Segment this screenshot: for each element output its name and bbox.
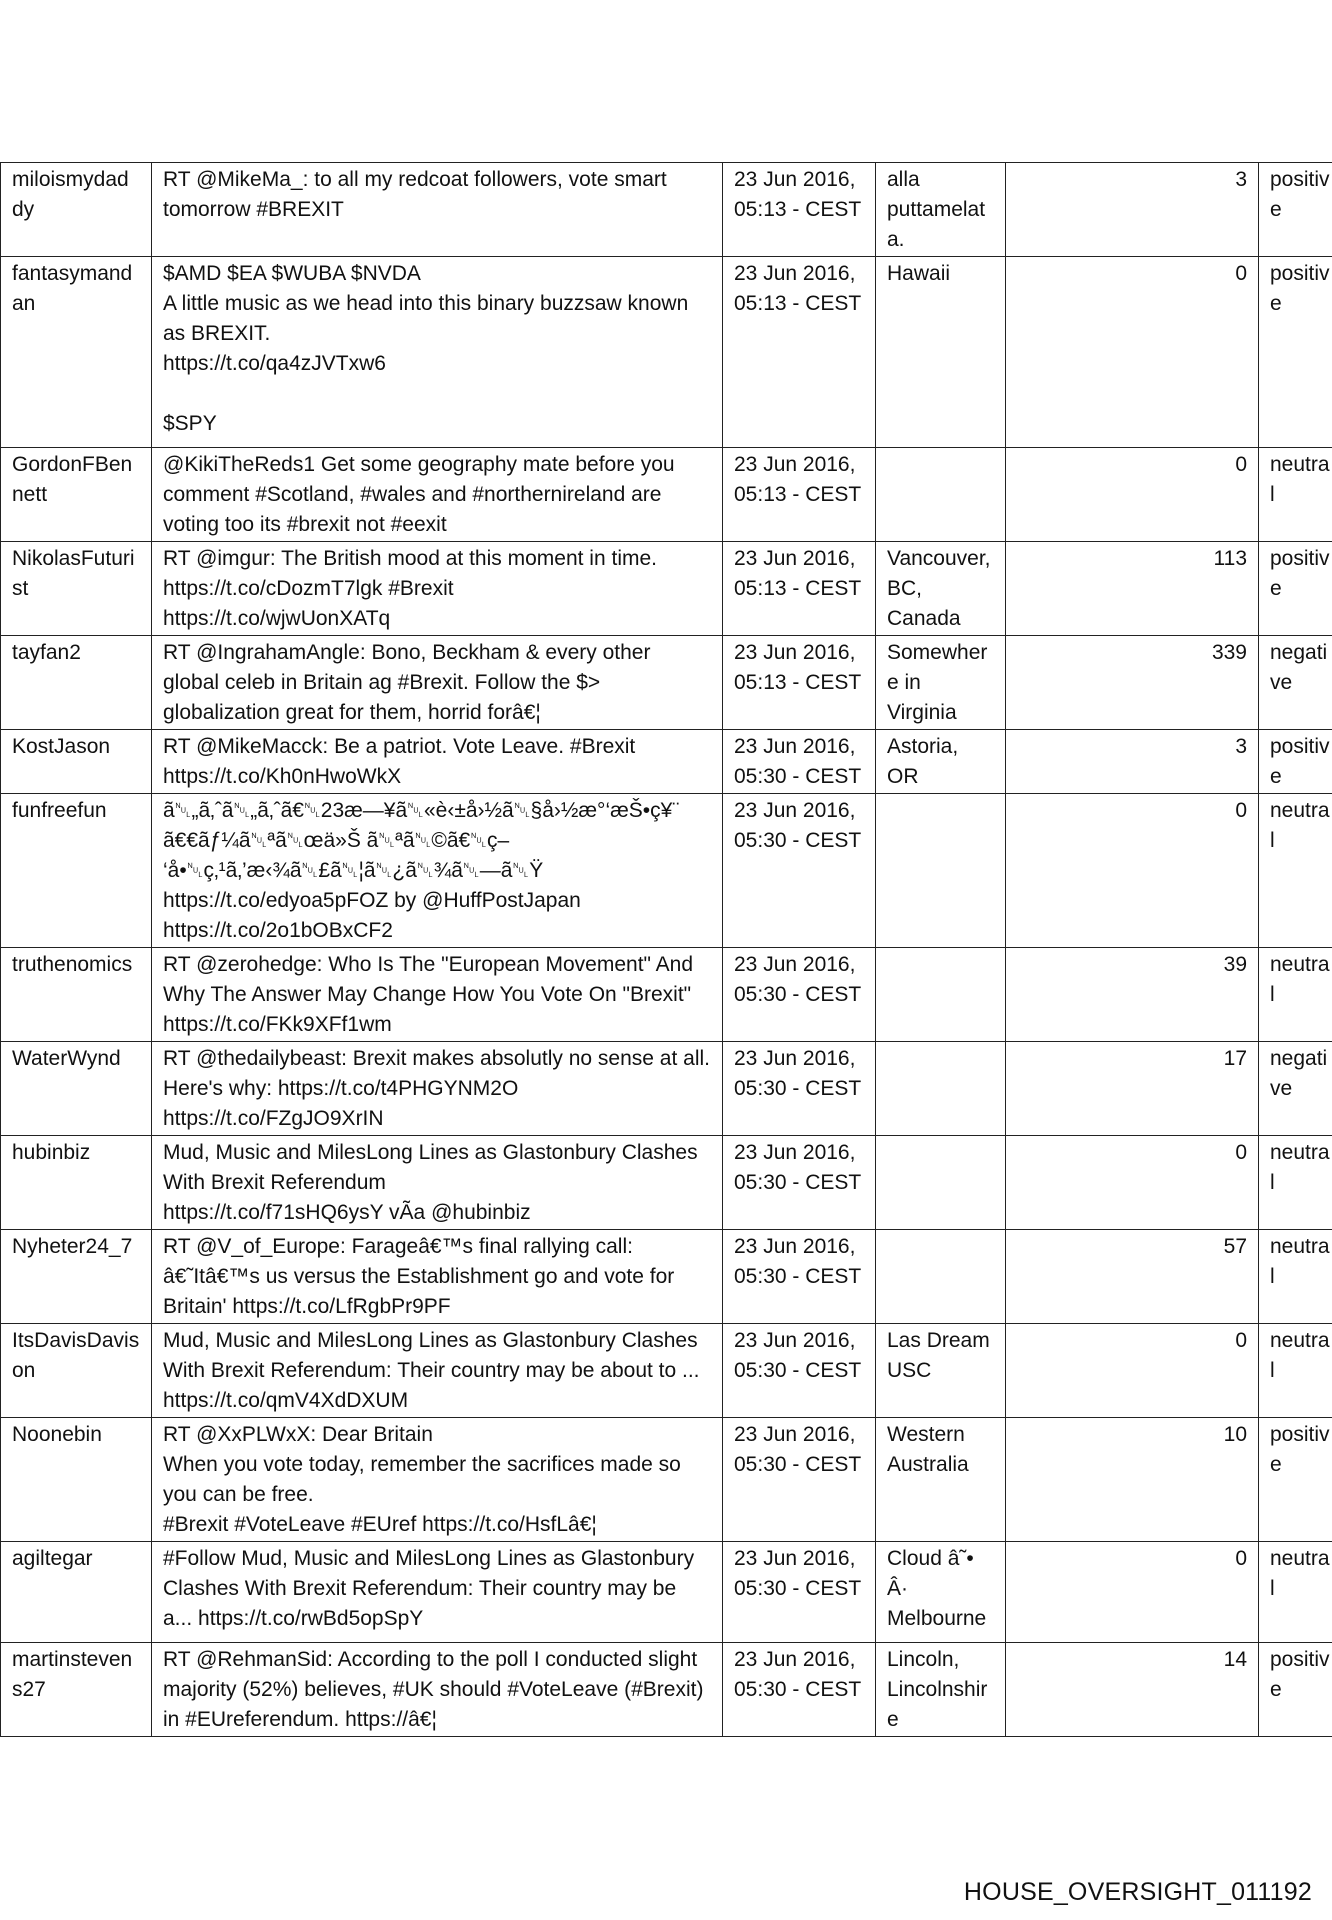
cell-location	[876, 1230, 1006, 1324]
cell-location	[876, 1136, 1006, 1230]
cell-count: 113	[1006, 542, 1259, 636]
cell-date: 23 Jun 2016, 05:30 - CEST	[723, 1643, 876, 1737]
table-row	[1, 257, 1332, 448]
cell-date: 23 Jun 2016, 05:13 - CEST	[723, 257, 876, 448]
tweets-table	[0, 162, 1332, 1737]
cell-tweet-text: RT @imgur: The British mood at this moment in time. https://t.co/cDozmT7lgk #Brexit https://t.co/wjwUonXATq	[152, 542, 723, 636]
cell-tweet-text: RT @thedailybeast: Brexit makes absolutly no sense at all. Here's why: https://t.co/t4PHGYNM2O https://t.co/FZgJO9XrIN	[152, 1042, 723, 1136]
cell-sentiment: neutral	[1259, 1542, 1332, 1643]
cell-sentiment: negative	[1259, 1042, 1332, 1136]
table-row	[1, 1136, 1332, 1230]
cell-sentiment: neutral	[1259, 948, 1332, 1042]
cell-date: 23 Jun 2016, 05:13 - CEST	[723, 636, 876, 730]
table-row	[1, 163, 1332, 257]
table-row	[1, 448, 1332, 542]
table-row	[1, 730, 1332, 794]
cell-count: 0	[1006, 257, 1259, 448]
cell-location: Somewhere in Virginia	[876, 636, 1006, 730]
cell-date: 23 Jun 2016, 05:13 - CEST	[723, 542, 876, 636]
cell-tweet-text: RT @V_of_Europe: Farageâ€™s final rallying call: â€˜Itâ€™s us versus the Establishment go and vote for Britain' https://t.co/LfRgbPr9PF	[152, 1230, 723, 1324]
cell-user: GordonFBennett	[1, 448, 152, 542]
cell-tweet-text: #Follow Mud, Music and MilesLong Lines as Glastonbury Clashes With Brexit Referendum: Their country may be a... https://t.co/rwBd5opSpY	[152, 1542, 723, 1643]
cell-user: agiltegar	[1, 1542, 152, 1643]
cell-sentiment: positive	[1259, 257, 1332, 448]
cell-user: miloismydaddy	[1, 163, 152, 257]
cell-location: alla puttamelata.	[876, 163, 1006, 257]
cell-count: 3	[1006, 163, 1259, 257]
cell-sentiment: neutral	[1259, 1230, 1332, 1324]
table-row	[1, 636, 1332, 730]
table-row	[1, 1643, 1332, 1737]
cell-sentiment: positive	[1259, 542, 1332, 636]
cell-tweet-text: RT @MikeMacck: Be a patriot. Vote Leave. #Brexit https://t.co/Kh0nHwoWkX	[152, 730, 723, 794]
cell-sentiment: positive	[1259, 1418, 1332, 1542]
cell-count: 17	[1006, 1042, 1259, 1136]
cell-sentiment: neutral	[1259, 1324, 1332, 1418]
cell-location: Lincoln, Lincolnshire	[876, 1643, 1006, 1737]
cell-sentiment: neutral	[1259, 1136, 1332, 1230]
table-row	[1, 1418, 1332, 1542]
cell-date: 23 Jun 2016, 05:30 - CEST	[723, 1136, 876, 1230]
cell-date: 23 Jun 2016, 05:30 - CEST	[723, 794, 876, 948]
cell-location: Vancouver, BC, Canada	[876, 542, 1006, 636]
cell-count: 39	[1006, 948, 1259, 1042]
cell-tweet-text: @KikiTheReds1 Get some geography mate before you comment #Scotland, #wales and #northernireland are voting too its #brexit not #eexit	[152, 448, 723, 542]
cell-tweet-text: RT @zerohedge: Who Is The "European Movement" And Why The Answer May Change How You Vote On "Brexit" https://t.co/FKk9XFf1wm	[152, 948, 723, 1042]
cell-tweet-text: $AMD $EA $WUBA $NVDA A little music as we head into this binary buzzsaw known as BREXIT. https://t.co/qa4zJVTxw6 $SPY	[152, 257, 723, 448]
cell-user: hubinbiz	[1, 1136, 152, 1230]
table-row	[1, 1042, 1332, 1136]
cell-location	[876, 1042, 1006, 1136]
cell-user: KostJason	[1, 730, 152, 794]
cell-tweet-text: RT @XxPLWxX: Dear Britain When you vote today, remember the sacrifices made so you can be free. #Brexit #VoteLeave #EUref https://t.co/HsfLâ€¦	[152, 1418, 723, 1542]
cell-count: 0	[1006, 794, 1259, 948]
cell-date: 23 Jun 2016, 05:13 - CEST	[723, 448, 876, 542]
cell-tweet-text: RT @MikeMa_: to all my redcoat followers, vote smart tomorrow #BREXIT	[152, 163, 723, 257]
cell-user: funfreefun	[1, 794, 152, 948]
cell-user: NikolasFuturist	[1, 542, 152, 636]
cell-sentiment: positive	[1259, 730, 1332, 794]
cell-sentiment: neutral	[1259, 448, 1332, 542]
table-row	[1, 1230, 1332, 1324]
cell-user: martinstevens27	[1, 1643, 152, 1737]
cell-location: Las Dream USC	[876, 1324, 1006, 1418]
cell-tweet-text: RT @IngrahamAngle: Bono, Beckham & every other global celeb in Britain ag #Brexit. Follow the $> globalization great for them, horrid forâ€¦	[152, 636, 723, 730]
table-row	[1, 1542, 1332, 1643]
cell-date: 23 Jun 2016, 05:30 - CEST	[723, 1418, 876, 1542]
table-row	[1, 794, 1332, 948]
cell-location	[876, 448, 1006, 542]
cell-date: 23 Jun 2016, 05:30 - CEST	[723, 948, 876, 1042]
table-row	[1, 1324, 1332, 1418]
cell-tweet-text: RT @RehmanSid: According to the poll I conducted slight majority (52%) believes, #UK should #VoteLeave (#Brexit) in #EUreferendum. https://â€¦	[152, 1643, 723, 1737]
cell-sentiment: positive	[1259, 1643, 1332, 1737]
cell-count: 0	[1006, 1542, 1259, 1643]
cell-date: 23 Jun 2016, 05:30 - CEST	[723, 1042, 876, 1136]
cell-count: 0	[1006, 1324, 1259, 1418]
cell-count: 339	[1006, 636, 1259, 730]
cell-date: 23 Jun 2016, 05:30 - CEST	[723, 1324, 876, 1418]
cell-location: Western Australia	[876, 1418, 1006, 1542]
table-row	[1, 542, 1332, 636]
cell-user: Noonebin	[1, 1418, 152, 1542]
cell-count: 57	[1006, 1230, 1259, 1324]
bates-stamp: HOUSE_OVERSIGHT_011192	[963, 1878, 1312, 1906]
cell-location	[876, 948, 1006, 1042]
cell-location: Hawaii	[876, 257, 1006, 448]
cell-date: 23 Jun 2016, 05:30 - CEST	[723, 1542, 876, 1643]
cell-user: fantasymandan	[1, 257, 152, 448]
cell-sentiment: neutral	[1259, 794, 1332, 948]
cell-count: 14	[1006, 1643, 1259, 1737]
cell-user: tayfan2	[1, 636, 152, 730]
cell-tweet-text: Mud, Music and MilesLong Lines as Glastonbury Clashes With Brexit Referendum https://t.co/f71sHQ6ysY vÃa @hubinbiz	[152, 1136, 723, 1230]
cell-user: truthenomics	[1, 948, 152, 1042]
cell-tweet-text: Mud, Music and MilesLong Lines as Glastonbury Clashes With Brexit Referendum: Their country may be about to ... https://t.co/qmV4XdDXUM	[152, 1324, 723, 1418]
table-row	[1, 948, 1332, 1042]
cell-location	[876, 794, 1006, 948]
tweets-table-body	[1, 163, 1332, 1737]
cell-sentiment: positive	[1259, 163, 1332, 257]
cell-sentiment: negative	[1259, 636, 1332, 730]
cell-location: Cloud â˜• Â· Melbourne	[876, 1542, 1006, 1643]
cell-user: ItsDavisDavison	[1, 1324, 152, 1418]
cell-location: Astoria, OR	[876, 730, 1006, 794]
cell-user: Nyheter24_7	[1, 1230, 152, 1324]
cell-date: 23 Jun 2016, 05:13 - CEST	[723, 163, 876, 257]
cell-date: 23 Jun 2016, 05:30 - CEST	[723, 730, 876, 794]
cell-user: WaterWynd	[1, 1042, 152, 1136]
cell-tweet-text: ã␀„ã‚ˆã␀„ã‚ˆã€␀23æ—¥ã␀«è‹±å›½ã␀§å›½æ°‘æŠ•ç¥¨ ã€€ãƒ¼ã␀ªã␀œä»Š ã␀ªã␀©ã€␀ç– ‘å•␀ç‚¹ã‚’æ‹¾ã␀£ã␀¦ã␀¿ã␀¾ã␀—ã␀Ÿ https://t.co/edyoa5pFOZ by @HuffPostJapan https://t.co/2o1bOBxCF2	[152, 794, 723, 948]
cell-count: 0	[1006, 448, 1259, 542]
cell-count: 3	[1006, 730, 1259, 794]
cell-count: 0	[1006, 1136, 1259, 1230]
cell-date: 23 Jun 2016, 05:30 - CEST	[723, 1230, 876, 1324]
cell-count: 10	[1006, 1418, 1259, 1542]
